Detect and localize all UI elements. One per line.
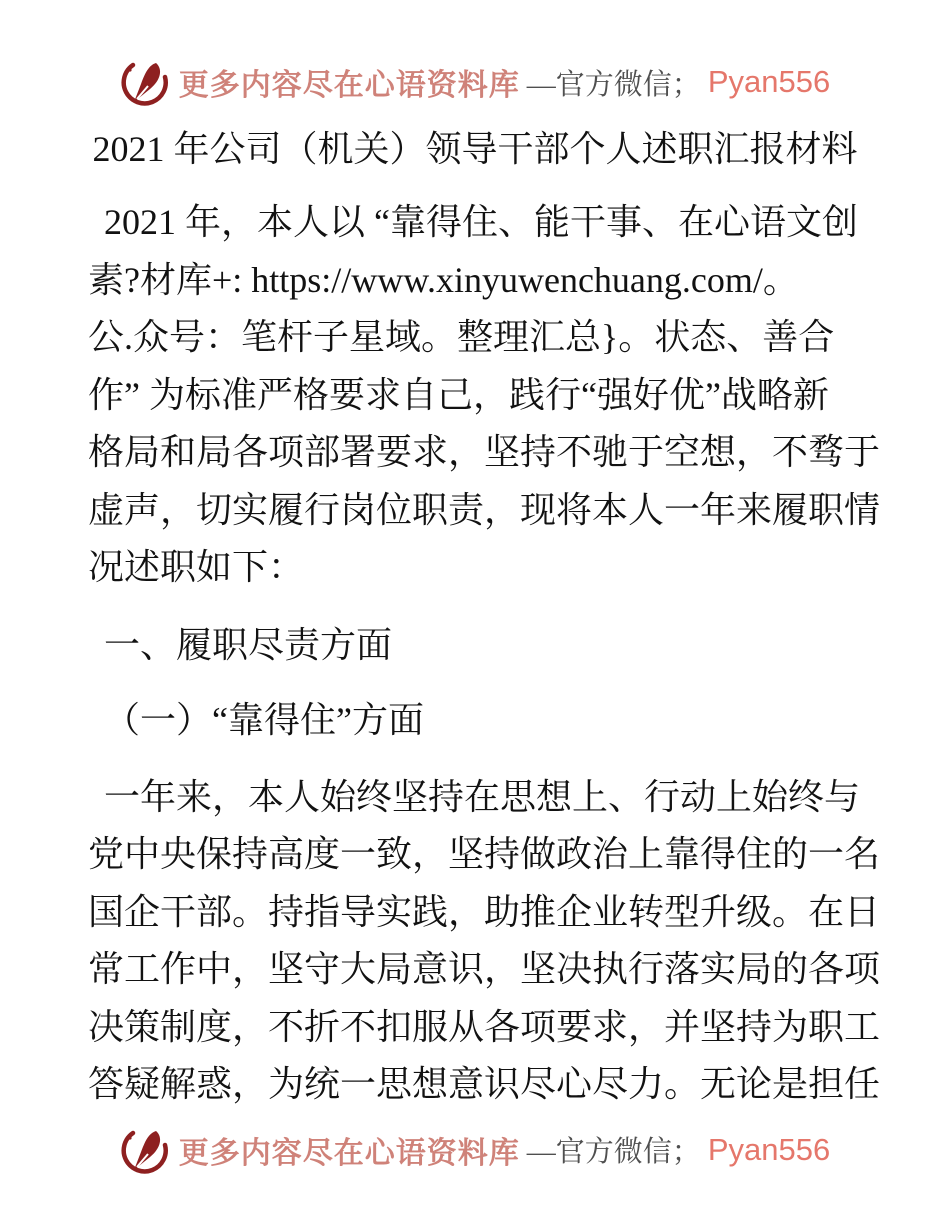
pen-logo-icon (120, 56, 172, 108)
brand-text: 更多内容尽在心语资料库 (178, 69, 520, 102)
text-line: 2021 年，本人以 “靠得住、能干事、在心语文创 (104, 202, 858, 242)
text-line: 况述职如下： (88, 547, 305, 587)
wechat-separator-label: —官方微信； (526, 68, 701, 101)
footer-watermark (0, 1124, 950, 1176)
text-line: 格局和局各项部署要求，坚持不驰于空想，不骛于 (88, 432, 881, 472)
wechat-id: Pyan556 (707, 1131, 831, 1167)
paragraph-section-body (0, 769, 950, 1114)
text-line: 一年来，本人始终坚持在思想上、行动上始终与 (104, 776, 861, 817)
text-line: 答疑解惑，为统一思想意识尽心尽力。无论是担任 (88, 1064, 881, 1104)
wechat-id: Pyan556 (707, 64, 831, 99)
text-line: 虚声，切实履行岗位职责，现将本人一年来履职情 (88, 489, 881, 530)
text-line: 党中央保持高度一致，坚持做政治上靠得住的一名 (88, 834, 881, 874)
text-line: 决策制度，不折不扣服从各项要求，并坚持为职工 (88, 1006, 881, 1047)
heading-section-1: 一、履职尽责方面 (104, 624, 393, 665)
document-title: 2021 年公司（机关）领导干部个人述职汇报材料 (92, 129, 858, 169)
text-line: 公.众号：笔杆子星域。整理汇总}。状态、善合 (88, 317, 835, 357)
text-line: 国企干部。持指导实践，助推企业转型升级。在日 (88, 891, 881, 932)
text-line: 作” 为标准严格要求自己，践行“强好优”战略新 (88, 374, 829, 415)
heading-subsection-1-1: （一）“靠得住”方面 (104, 700, 424, 740)
brand-text: 更多内容尽在心语资料库 (178, 1136, 520, 1170)
pen-logo-icon (120, 1124, 172, 1176)
text-line: 常工作中，坚守大局意识，坚决执行落实局的各项 (88, 949, 881, 989)
paragraph-intro (0, 194, 950, 597)
header-watermark (0, 0, 950, 108)
wechat-separator-label: —官方微信； (526, 1136, 701, 1168)
text-line: 素?材库+: https://www.xinyuwenchuang.com/。 (88, 259, 799, 300)
